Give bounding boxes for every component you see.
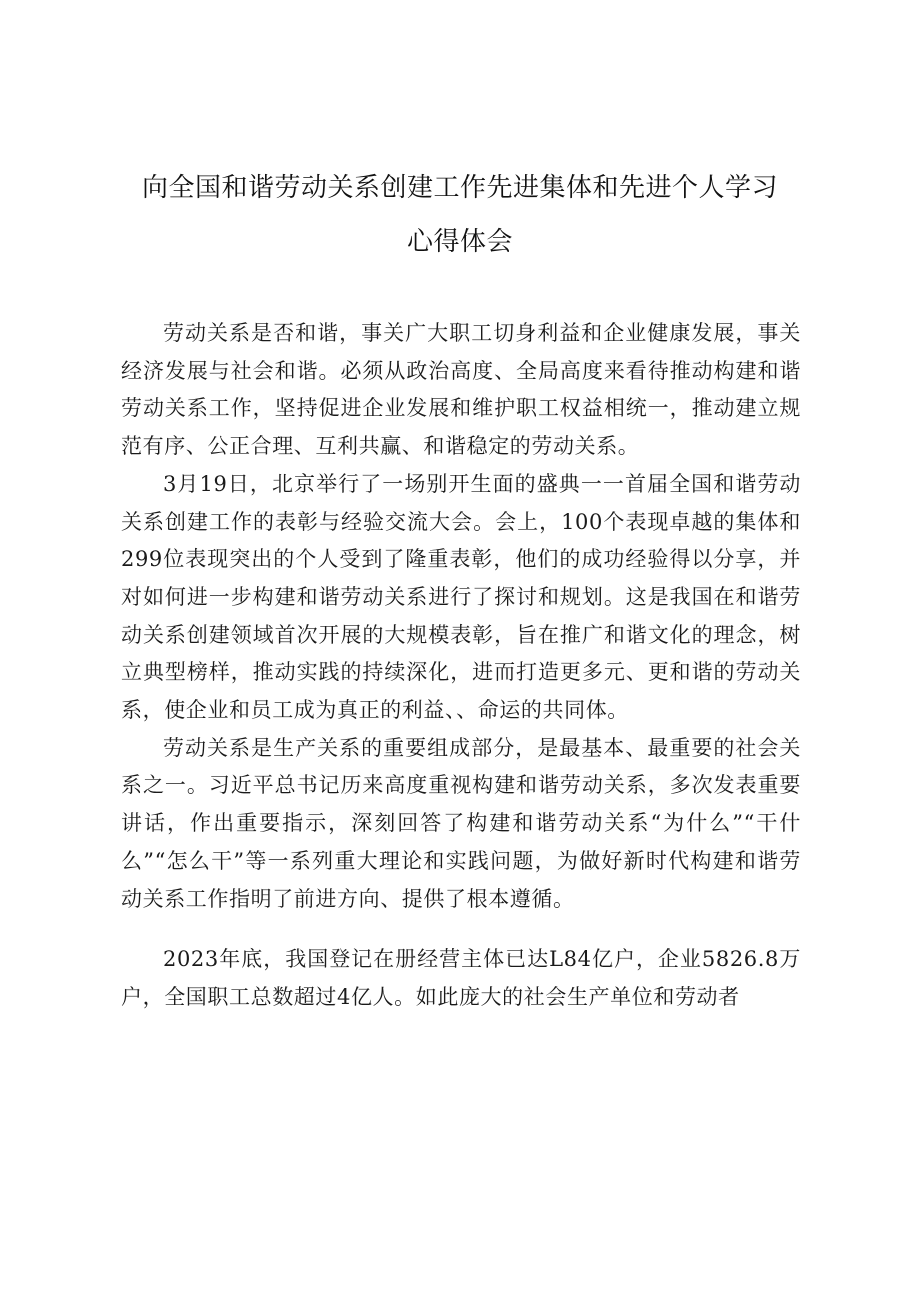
paragraph-1: 劳动关系是否和谐，事关广大职工切身利益和企业健康发展，事关经济发展与社会和谐。必须从政治高度、全局高度来看待推动构建和谐劳动关系工作，坚持促进企业发展和维护职工权益相统一，推动建立规范有序、公正合理、互利共赢、和谐稳定的劳动关系。 — [121, 321, 801, 459]
paragraph-4: 2023年底，我国登记在册经营主体已达L84亿户，企业5826.8万户，全国职工总数超过4亿人。如此庞大的社会生产单位和劳动者 — [121, 947, 801, 1009]
document-title-line-2: 心得体会 — [406, 227, 513, 257]
document-title-line-1: 向全国和谐劳动关系创建工作先进集体和先进个人学习 — [141, 173, 778, 203]
document-body — [121, 315, 801, 1017]
paragraph-2: 3月19日，北京举行了一场别开生面的盛典一一首届全国和谐劳动关系创建工作的表彰与经验交流大会。会上，100个表现卓越的集体和299位表现突出的个人受到了隆重表彰，他们的成功经验得以分享，并对如何进一步构建和谐劳动关系进行了探讨和规划。这是我国在和谐劳动关系创建领域首次开展的大规模表彰，旨在推广和谐文化的理念，树立典型榜样，推动实践的持续深化，进而打造更多元、更和谐的劳动关系，使企业和员工成为真正的利益、、命运的共同体。 — [121, 471, 801, 723]
paragraph-3: 劳动关系是生产关系的重要组成部分，是最基本、最重要的社会关系之一。习近平总书记历来高度重视构建和谐劳动关系，多次发表重要讲话，作出重要指示，深刻回答了构建和谐劳动关系“为什么”“干什么”“怎么干”等一系列重大理论和实践问题，为做好新时代构建和谐劳动关系工作指明了前进方向、提供了根本遵循。 — [121, 735, 801, 911]
